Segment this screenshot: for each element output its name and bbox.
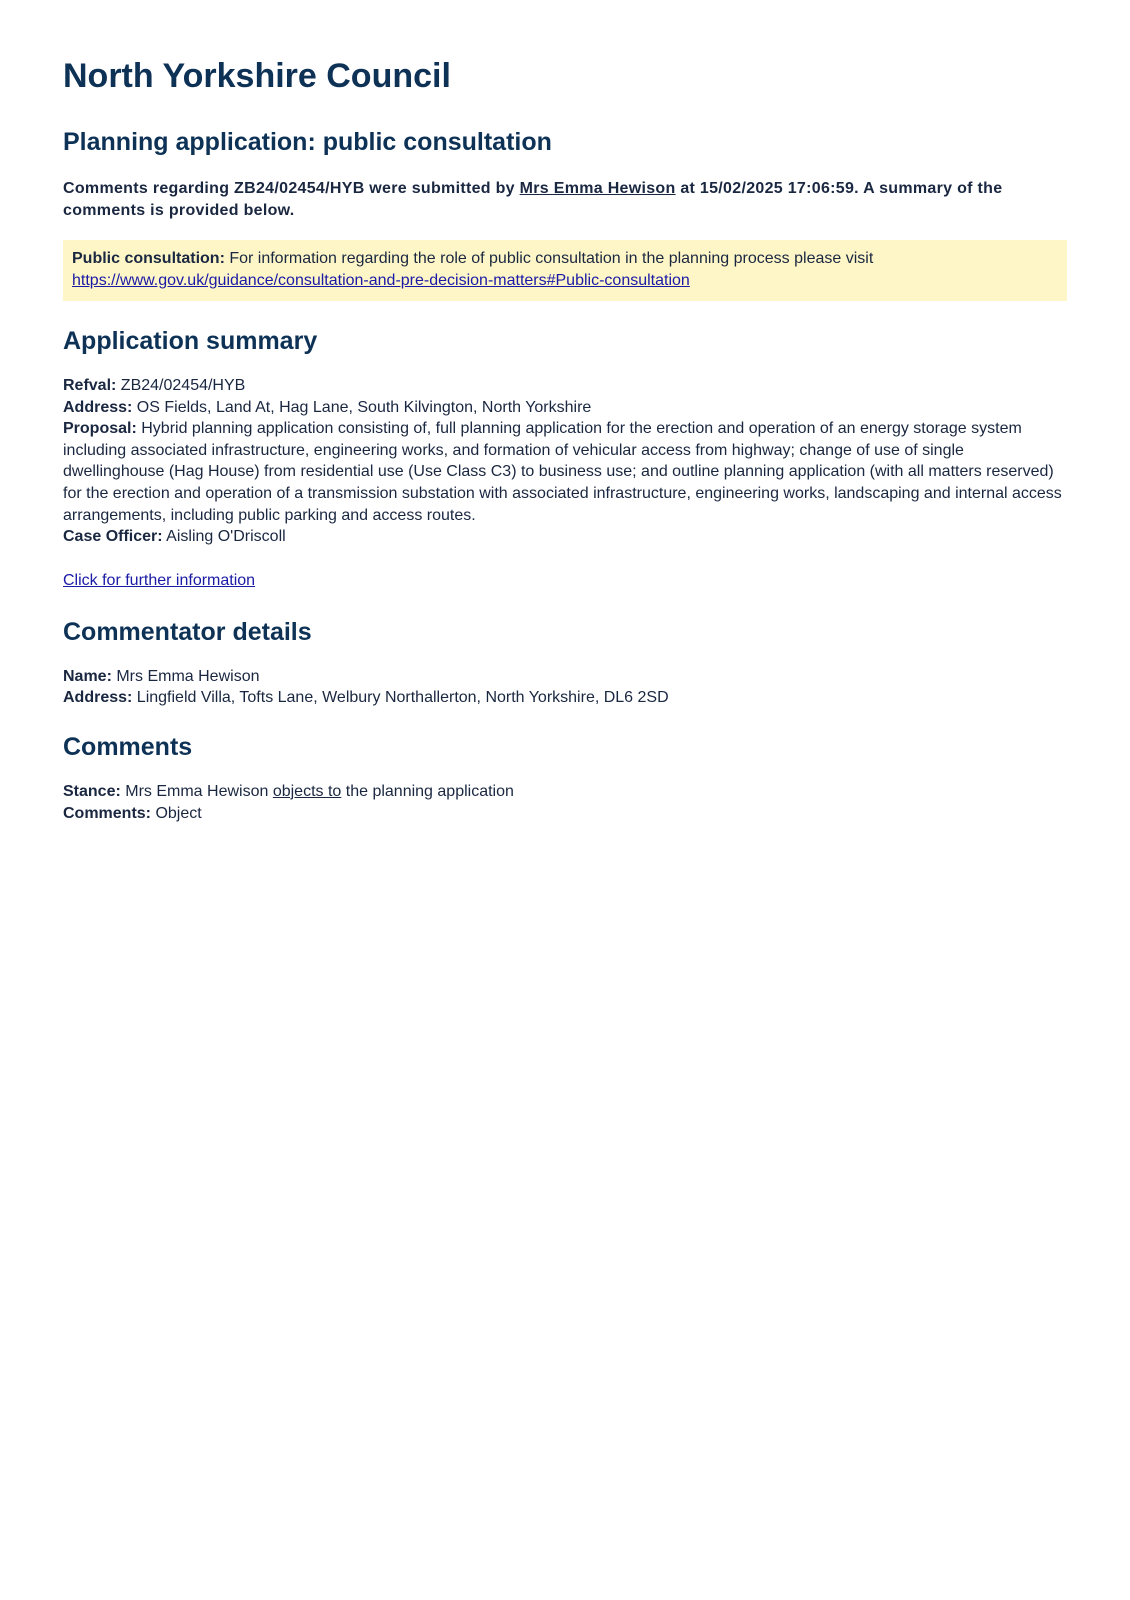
page-subtitle: Planning application: public consultation	[63, 128, 552, 156]
application-summary-heading: Application summary	[63, 327, 318, 355]
application-summary-block	[63, 375, 1067, 548]
refval-label: Refval:	[63, 377, 117, 394]
commentator-address-label: Address:	[63, 689, 133, 707]
refval-row	[63, 375, 1067, 397]
intro-paragraph	[63, 178, 1067, 222]
commentator-address-value: Lingfield Villa, Tofts Lane, Welbury Northallerton, North Yorkshire, DL6 2SD	[132, 689, 669, 707]
proposal-label: Proposal:	[63, 420, 137, 438]
site-address-value: OS Fields, Land At, Hag Lane, South Kilvington, North Yorkshire	[132, 398, 592, 416]
case-officer-row	[63, 526, 1067, 548]
public-consultation-notice	[63, 240, 1067, 301]
stance-prefix: Mrs Emma Hewison	[120, 782, 273, 800]
commentator-name-value: Mrs Emma Hewison	[111, 667, 260, 685]
council-title: North Yorkshire Council	[63, 57, 451, 95]
refval-value: ZB24/02454/HYB	[116, 377, 246, 394]
site-address-row	[63, 397, 1067, 419]
consultation-guidance-link[interactable]: https://www.gov.uk/guidance/consultation-and-pre-decision-matters#Public-consultation	[72, 272, 690, 289]
proposal-row	[63, 418, 1067, 526]
comments-value: Object	[151, 804, 202, 822]
site-address-label: Address:	[63, 398, 133, 416]
commentator-address-row	[63, 687, 1067, 709]
proposal-value: Hybrid planning application consisting of, full planning application for the erection and operation of an energy storage system including associated infrastructure, engineering works, and formation of vehicular access from highway; change of use of single dwellinghouse (Hag House) from residential use (Use Class C3) to business use; and outline planning application (with all matters reserved) for the erection and operation of a transmission substation with associated infrastructure, engineering works, landscaping and internal access arrangements, including public parking and access routes.	[63, 420, 1062, 524]
commentator-details-block	[63, 666, 1067, 709]
stance-link[interactable]: objects to	[272, 782, 342, 800]
notice-label: Public consultation:	[72, 250, 225, 267]
intro-prefix: Comments regarding ZB24/02454/HYB were submitted by	[63, 180, 520, 197]
case-officer-value: Aisling O'Driscoll	[162, 528, 286, 546]
stance-label: Stance:	[63, 782, 121, 800]
intro-suffix: at 15/02/2025 17:06:59. A summary of the comments is provided below.	[63, 180, 1003, 219]
stance-suffix: the planning application	[341, 782, 514, 800]
comments-block	[63, 781, 1067, 824]
comments-label: Comments:	[63, 804, 152, 822]
case-officer-label: Case Officer:	[63, 528, 163, 546]
commentator-name-row	[63, 666, 1067, 688]
further-info-row	[63, 570, 1067, 592]
further-information-link[interactable]: Click for further information	[63, 571, 256, 589]
comments-row	[63, 803, 1067, 825]
commenter-link[interactable]: Mrs Emma Hewison	[519, 180, 676, 197]
commentator-details-heading: Commentator details	[63, 617, 312, 646]
stance-row	[63, 781, 1067, 803]
comments-heading: Comments	[63, 732, 193, 761]
notice-text: For information regarding the role of public consultation in the planning process please visit	[224, 250, 874, 267]
commentator-name-label: Name:	[63, 667, 112, 685]
